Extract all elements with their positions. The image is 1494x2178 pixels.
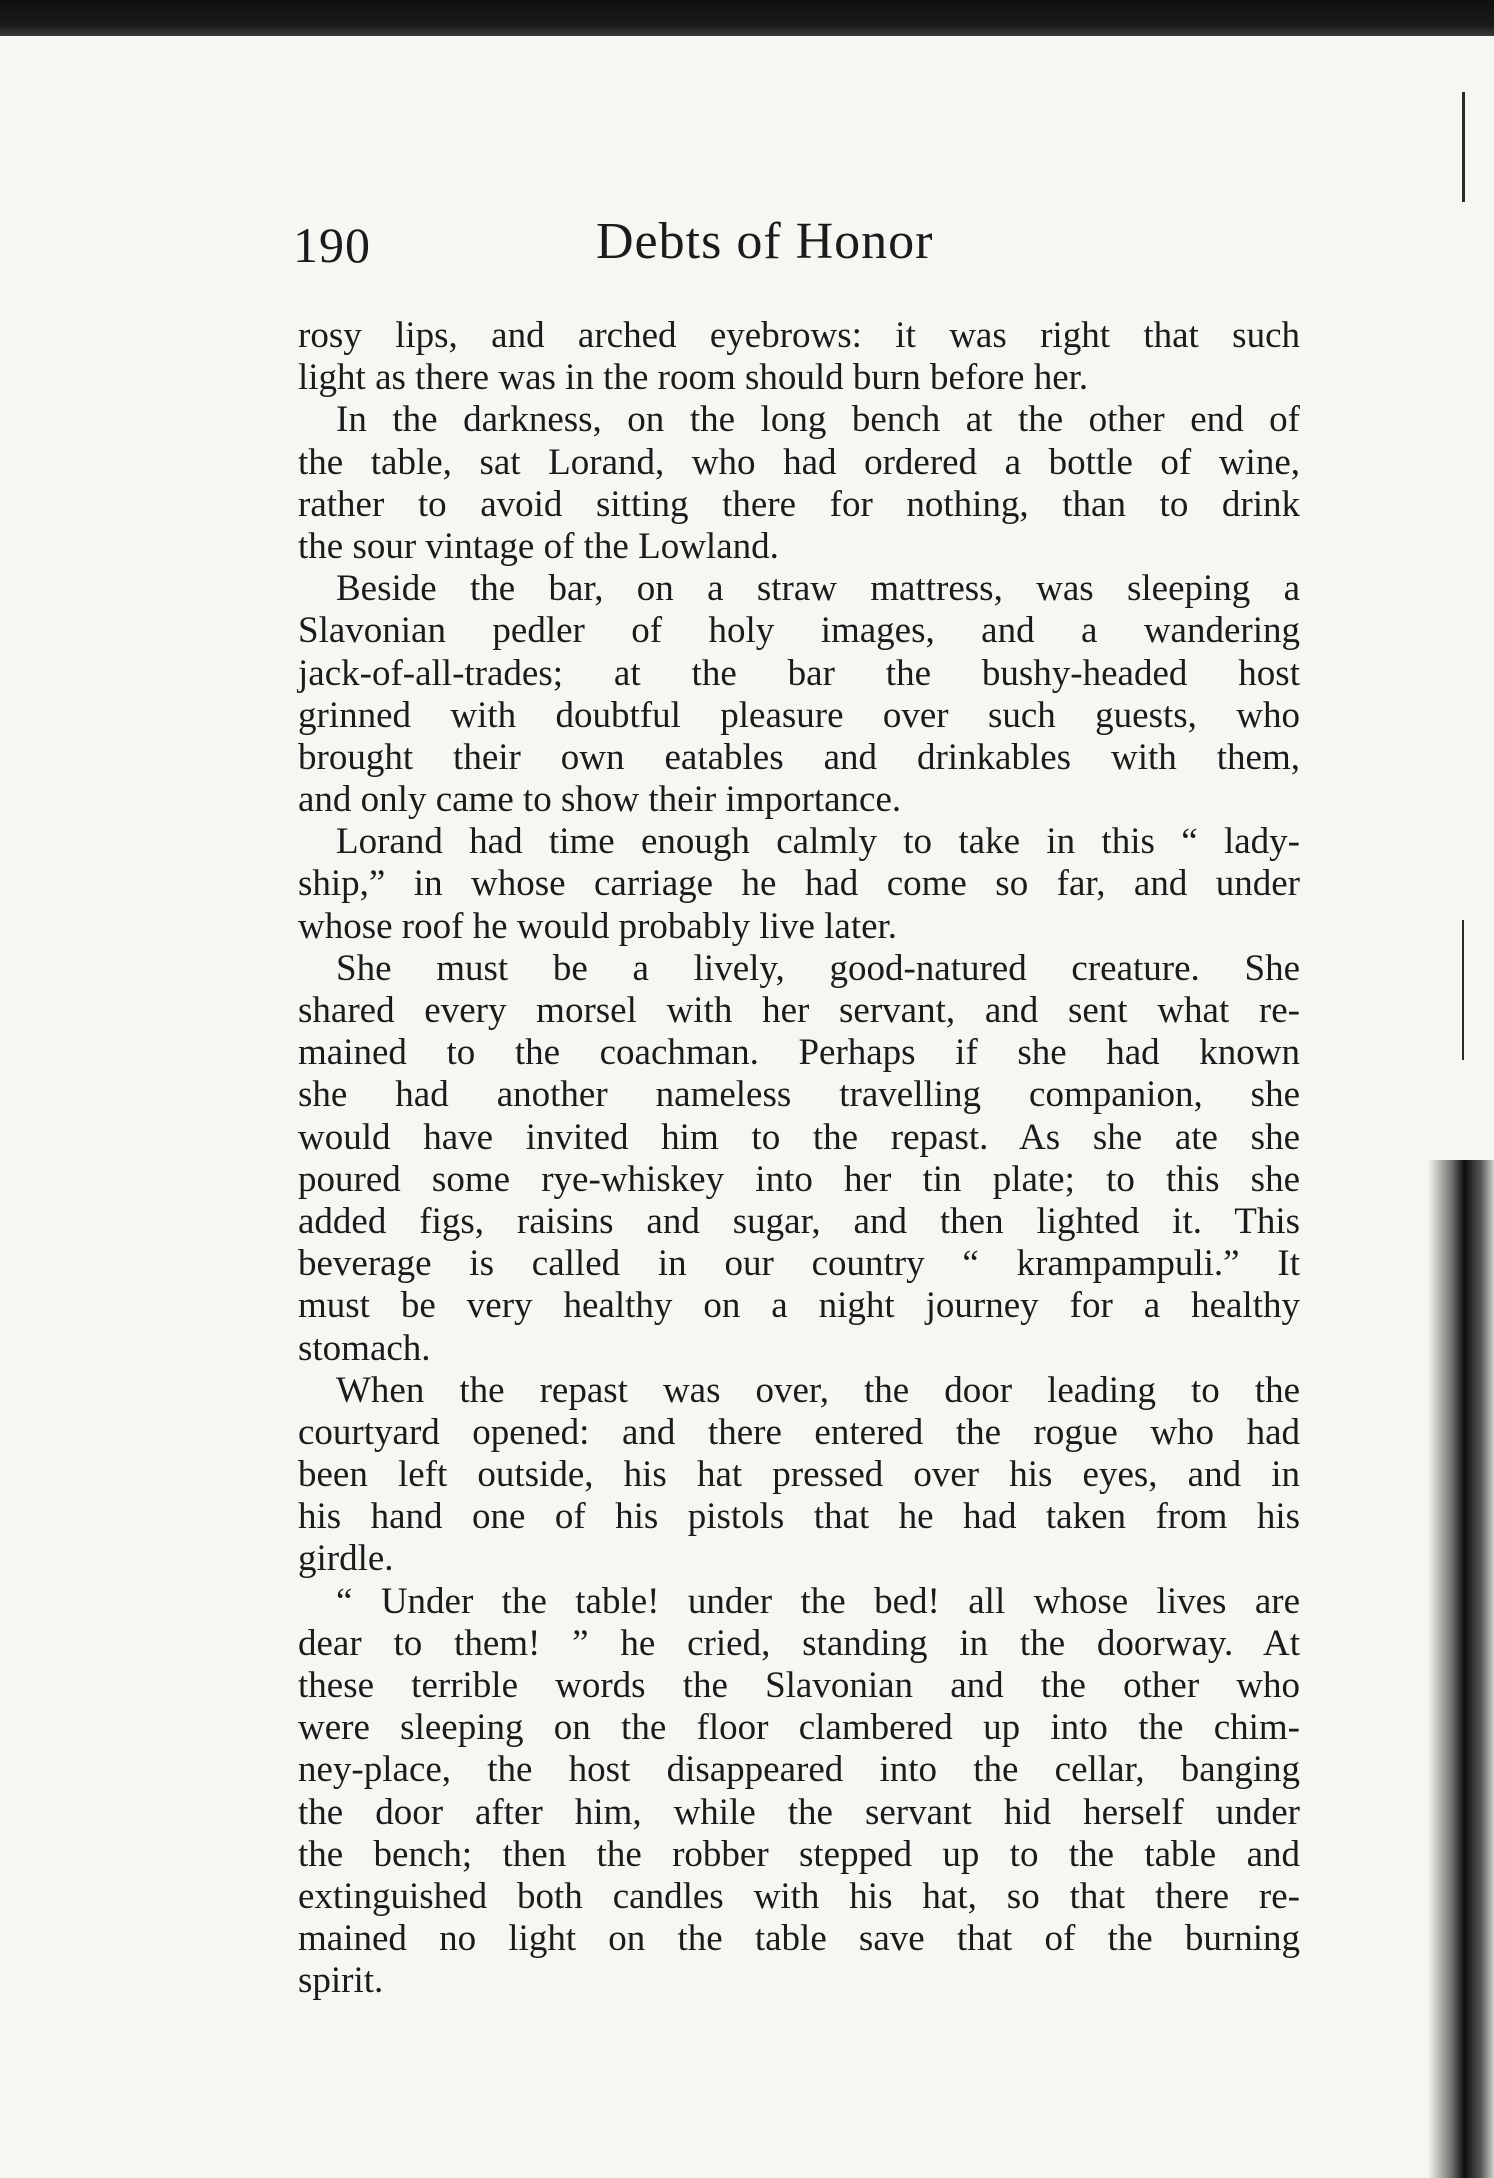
text-line: the bench; then the robber stepped up to the table and — [298, 1833, 1300, 1875]
text-line: extinguished both candles with his hat, so that there re- — [298, 1875, 1300, 1917]
scan-edge-mark — [1462, 920, 1464, 1060]
text-line: mained no light on the table save that of the burning — [298, 1918, 1300, 1960]
text-line: added figs, raisins and sugar, and then lighted it. This — [298, 1200, 1300, 1242]
text-line: stomach. — [298, 1327, 431, 1369]
text-line: ship,” in whose carriage he had come so far, and under — [298, 863, 1300, 905]
text-line: She must be a lively, good-natured creature. She — [336, 947, 1300, 989]
text-line: rosy lips, and arched eyebrows: it was right that such — [298, 315, 1300, 356]
text-line: been left outside, his hat pressed over his eyes, and in — [298, 1454, 1300, 1496]
text-line: must be very healthy on a night journey for a healthy — [298, 1285, 1300, 1327]
text-line: grinned with doubtful pleasure over such guests, who — [298, 694, 1300, 736]
scan-edge-shadow — [1428, 1160, 1494, 2178]
page-number: 190 — [293, 217, 371, 273]
body-text — [298, 315, 1300, 2003]
text-line: ney-place, the host disappeared into the cellar, banging — [298, 1749, 1300, 1791]
text-line: In the darkness, on the long bench at the other end of — [336, 399, 1300, 441]
text-line: light as there was in the room should burn before her. — [298, 357, 1089, 399]
text-line: girdle. — [298, 1538, 394, 1580]
text-line: the sour vintage of the Lowland. — [298, 525, 779, 567]
page-header — [293, 212, 1013, 282]
text-line: and only came to show their importance. — [298, 779, 902, 821]
text-line: mained to the coachman. Perhaps if she had known — [298, 1032, 1300, 1074]
text-line: brought their own eatables and drinkables with them, — [298, 736, 1300, 778]
text-line: his hand one of his pistols that he had taken from his — [298, 1496, 1300, 1538]
text-line: rather to avoid sitting there for nothing, than to drink — [298, 483, 1300, 525]
text-line: the door after him, while the servant hid herself under — [298, 1791, 1300, 1833]
text-line: spirit. — [298, 1960, 384, 2002]
text-line: Slavonian pedler of holy images, and a wandering — [298, 610, 1300, 652]
text-line: dear to them! ” he cried, standing in the doorway. At — [298, 1622, 1300, 1664]
text-line: she had another nameless travelling companion, she — [298, 1074, 1300, 1116]
text-line: When the repast was over, the door leading to the — [336, 1369, 1300, 1411]
text-line: whose roof he would probably live later. — [298, 905, 898, 947]
text-line: shared every morsel with her servant, and sent what re- — [298, 990, 1300, 1031]
text-line: courtyard opened: and there entered the rogue who had — [298, 1411, 1300, 1453]
text-line: poured some rye-whiskey into her tin plate; to this she — [298, 1158, 1300, 1200]
text-line: jack-of-all-trades; at the bar the bushy-headed host — [298, 652, 1300, 694]
text-line: were sleeping on the floor clambered up into the chim- — [298, 1707, 1300, 1749]
text-line: the table, sat Lorand, who had ordered a bottle of wine, — [298, 441, 1300, 483]
text-line: would have invited him to the repast. As she ate she — [298, 1116, 1300, 1158]
text-line: “ Under the table! under the bed! all whose lives are — [336, 1580, 1300, 1622]
scan-top-border — [0, 0, 1494, 36]
text-line: these terrible words the Slavonian and the other who — [298, 1665, 1300, 1706]
text-line: beverage is called in our country “ krampampuli.” It — [298, 1243, 1300, 1285]
running-title: Debts of Honor — [596, 213, 934, 270]
text-line: Beside the bar, on a straw mattress, was sleeping a — [336, 568, 1300, 610]
scan-edge-mark — [1462, 92, 1465, 202]
text-line: Lorand had time enough calmly to take in this “ lady- — [336, 821, 1300, 863]
